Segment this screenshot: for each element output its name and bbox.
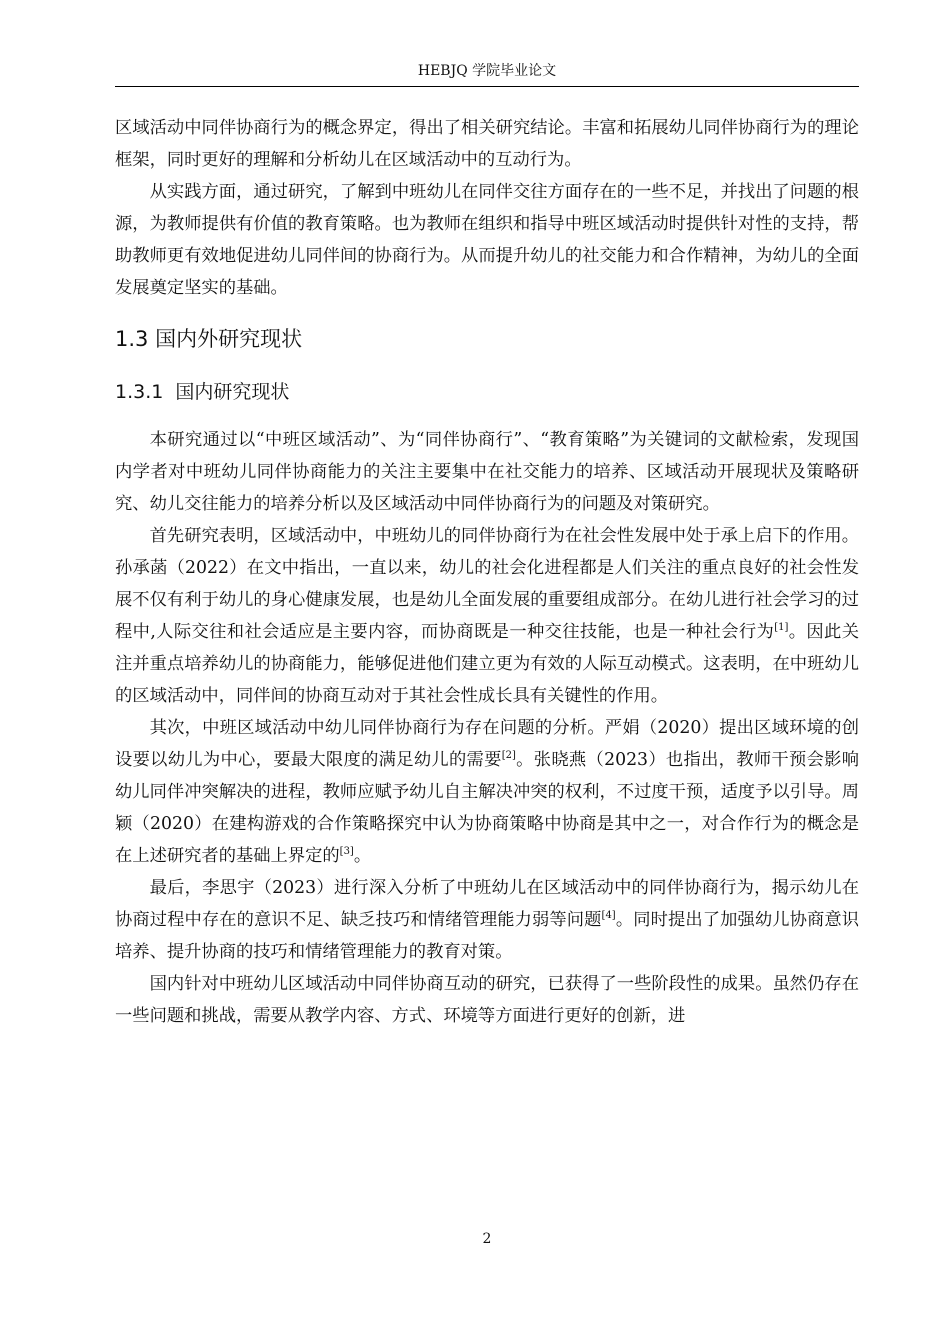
citation-ref-3: [3] — [339, 846, 354, 858]
paragraph-intro: 本研究通过以“中班区域活动”、为“同伴协商行”、“教育策略”为关键词的文献检索，发现国内学者对中班幼儿同伴协商能力的关注主要集中在社交能力的培养、区域活动开展现状及策略研究、幼儿交往能力的培养分析以及区域活动中同伴协商行为的问题及对策研究。 — [115, 430, 859, 514]
paragraph-last-text: 最后，李思宇（2023）进行深入分析了中班幼儿在区域活动中的同伴协商行为，揭示幼儿在协商过程中存在的意识不足、缺乏技巧和情绪管理能力弱等问题 — [115, 878, 859, 930]
subsection-title: 国内研究现状 — [175, 381, 290, 403]
subsection-number: 1.3.1 — [115, 381, 164, 403]
citation-ref-4: [4] — [601, 910, 616, 922]
header-rule — [115, 86, 859, 87]
paragraph-practice: 从实践方面，通过研究，了解到中班幼儿在同伴交往方面存在的一些不足，并找出了问题的根源，为教师提供有价值的教育策略。也为教师在组织和指导中班区域活动时提供针对性的支持，帮助教师更有效地促进幼儿同伴间的协商行为。从而提升幼儿的社交能力和合作精神，为幼儿的全面发展奠定坚实的基础。 — [115, 182, 859, 298]
paragraph-first-text: 首先研究表明，区域活动中，中班幼儿的同伴协商行为在社会性发展中处于承上启下的作用。孙承菡（2022）在文中指出，一直以来，幼儿的社会化进程都是人们关注的重点良好的社会性发展不仅有利于幼儿的身心健康发展，也是幼儿全面发展的重要组成部分。在幼儿进行社会学习的过程中,人际交往和社会适应是主要内容，而协商既是一种交往技能，也是一种社会行为 — [115, 526, 859, 642]
paragraph-continued: 区域活动中同伴协商行为的概念界定，得出了相关研究结论。丰富和拓展幼儿同伴协商行为的理论框架，同时更好的理解和分析幼儿在区域活动中的互动行为。 — [115, 118, 859, 170]
paragraph-second-text-end: 。 — [353, 846, 372, 866]
paragraph-second — [115, 712, 859, 872]
paragraph-summary: 国内针对中班幼儿区域活动中同伴协商互动的研究，已获得了一些阶段性的成果。虽然仍存在一些问题和挑战，需要从教学内容、方式、环境等方面进行更好的创新，进 — [115, 974, 859, 1026]
paragraph-first — [115, 520, 859, 712]
paragraph-last-text-cont: 。同时提出了加强幼儿协商意识培养、提升协商的技巧和情绪管理能力的教育对策。 — [115, 910, 859, 962]
paragraph-second-text-cont: 。张晓燕（2023）也指出，教师干预会影响幼儿同伴冲突解决的进程，教师应赋予幼儿自主解决冲突的权利，不过度干预，适度予以引导。周颖（2020）在建构游戏的合作策略探究中认为协商策略中协商是其中之一，对合作行为的概念是在上述研究者的基础上界定的 — [115, 750, 859, 866]
paragraph-second-text: 其次，中班区域活动中幼儿同伴协商行为存在问题的分析。严娟（2020）提出区域环境的创设要以幼儿为中心，要最大限度的满足幼儿的需要 — [115, 718, 859, 770]
section-heading: 1.3 国内外研究现状 — [115, 327, 303, 351]
page-number: 2 — [482, 1231, 492, 1247]
paragraph-first-text-cont: 。因此关注并重点培养幼儿的协商能力，能够促进他们建立更为有效的人际互动模式。这表明，在中班幼儿的区域活动中，同伴间的协商互动对于其社会性成长具有关键性的作用。 — [115, 622, 859, 706]
paragraph-last — [115, 872, 859, 968]
citation-ref-2: [2] — [501, 750, 516, 762]
page-body — [115, 112, 859, 1032]
subsection-heading — [115, 378, 859, 406]
running-header: HEBJQ 学院毕业论文 — [417, 63, 557, 79]
citation-ref-1: [1] — [774, 622, 789, 634]
